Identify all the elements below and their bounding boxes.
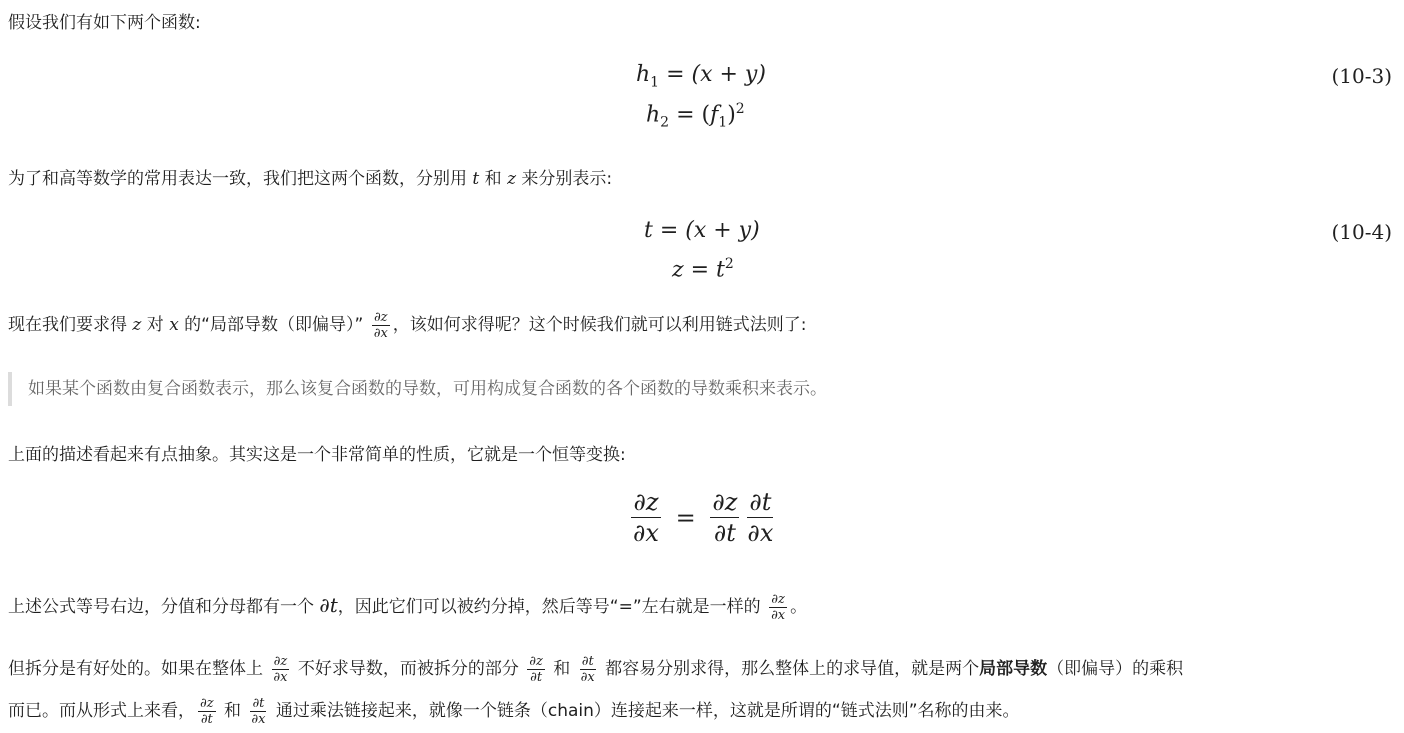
paragraph-intro: 假设我们有如下两个函数: (8, 13, 201, 33)
equation-t: t = (x + y) (644, 218, 760, 243)
paragraph-benefit: 但拆分是有好处的。如果在整体上 $\frac{\partial z}{\partial x}$ 不好求导数，而被拆分的部分 $\frac{\partial z}{\partial t}$ 和 $\frac{\partial t}{\partial x}$ 都容易分别求得，那么整体上的求导值，就是两个局部导数（即偏导）的乘积 (8, 653, 1184, 685)
fraction-dz-dx: $\frac{\partial z}{\partial x}$ (373, 309, 388, 341)
paragraph-partial-derivative: 现在我们要求得 z 对 x 的“局部导数（即偏导）” $\frac{\partial z}{\partial x}$ ，该如何求得呢？这个时候我们就可以利用链式法则了: (8, 309, 807, 341)
equation-h2: $h_2 = (f_1)^2$ (646, 101, 745, 131)
equation-h1: $h_1 = (x + y)$ (636, 62, 766, 91)
equation-number-10-3: (10-3) (1331, 64, 1392, 88)
equation-chain-rule: $\frac{\partial z}{\partial x}$ = $\frac{\partial z}{\partial t}$ $\frac{\partial t}{\partial x}$ (633, 488, 774, 547)
paragraph-identity: 上面的描述看起来有点抽象。其实这是一个非常简单的性质，它就是一个恒等变换: (8, 445, 626, 465)
equation-z: $z = t^2$ (672, 256, 734, 283)
paragraph-cancel: 上述公式等号右边，分值和分母都有一个 ∂t，因此它们可以被约分掉，然后等号“=”左右就是一样的 $\frac{\partial z}{\partial x}$ 。 (8, 591, 808, 623)
paragraph-chain-name: 而已。而从形式上来看， $\frac{\partial z}{\partial t}$ 和 $\frac{\partial t}{\partial x}$ 通过乘法链接起来，就像一个链条（chain）连接起来一样，这就是所谓的“链式法则”名称的由来。 (8, 695, 1020, 727)
chain-rule-quote: 如果某个函数由复合函数表示，那么该复合函数的导数，可用构成复合函数的各个函数的导数乘积来表示。 (8, 372, 1388, 406)
paragraph-notation: 为了和高等数学的常用表达一致，我们把这两个函数，分别用 t 和 z 来分别表示: (8, 169, 613, 189)
equation-number-10-4: (10-4) (1331, 220, 1392, 244)
